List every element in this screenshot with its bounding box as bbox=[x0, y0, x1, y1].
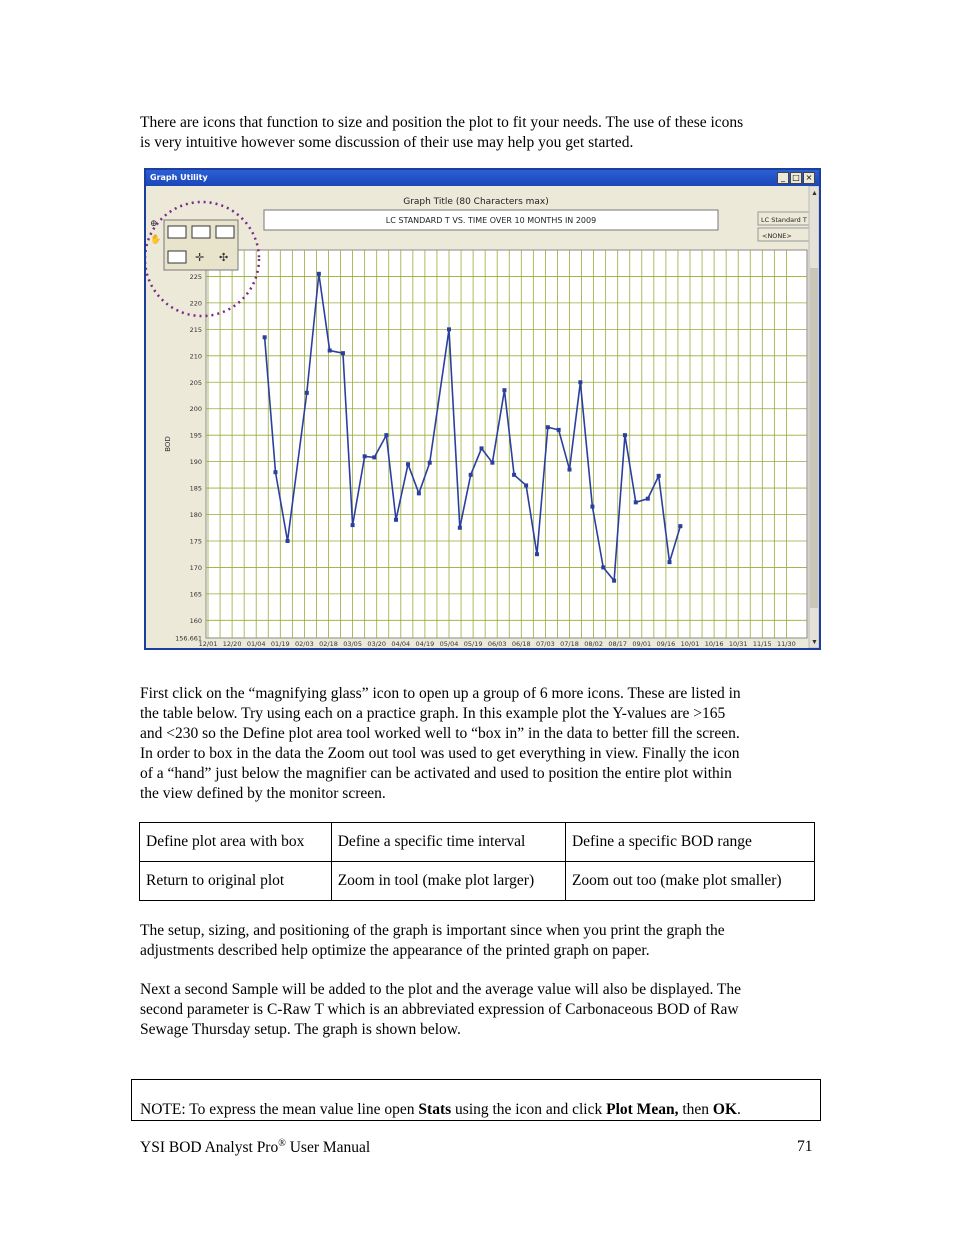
data-point[interactable] bbox=[417, 491, 421, 495]
data-point[interactable] bbox=[480, 446, 484, 450]
x-tick-label: 12/01 bbox=[198, 640, 218, 648]
table-cell: Return to original plot bbox=[140, 862, 332, 901]
intro-line-1: There are icons that function to size and position the plot to fit your needs. The use of these icons bbox=[140, 114, 744, 131]
registered-mark: ® bbox=[278, 1138, 286, 1149]
y-tick-label: 195 bbox=[189, 431, 202, 440]
data-point[interactable] bbox=[612, 579, 616, 583]
bod-chart bbox=[146, 186, 819, 648]
scroll-up-icon[interactable]: ▲ bbox=[811, 189, 818, 197]
page-number: 71 bbox=[797, 1138, 813, 1155]
para1-line-1: First click on the “magnifying glass” icon to open up a group of 6 more icons. These are listed in bbox=[140, 685, 741, 702]
data-point[interactable] bbox=[634, 500, 638, 504]
data-point[interactable] bbox=[363, 454, 367, 458]
icon-function-table bbox=[139, 822, 815, 901]
x-tick-label: 11/15 bbox=[752, 640, 772, 648]
y-tick-label: 190 bbox=[189, 458, 202, 467]
data-point[interactable] bbox=[447, 327, 451, 331]
data-point[interactable] bbox=[546, 425, 550, 429]
window-titlebar bbox=[146, 170, 819, 186]
table-cell: Zoom out too (make plot smaller) bbox=[565, 862, 814, 901]
table-cell: Define plot area with box bbox=[140, 823, 332, 862]
x-tick-label: 01/04 bbox=[246, 640, 266, 648]
para1-line-4: In order to box in the data the Zoom out tool was used to get everything in view. Finally the icon bbox=[140, 745, 740, 762]
data-point[interactable] bbox=[428, 461, 432, 465]
data-point[interactable] bbox=[394, 518, 398, 522]
data-point[interactable] bbox=[678, 524, 682, 528]
plot-area[interactable] bbox=[206, 250, 807, 638]
graph-utility-window bbox=[144, 168, 821, 650]
intro-line-2: is very intuitive however some discussion of their use may help you get started. bbox=[140, 134, 634, 151]
data-point[interactable] bbox=[286, 539, 290, 543]
y-tick-label: 215 bbox=[189, 325, 202, 334]
close-button[interactable]: × bbox=[803, 172, 815, 184]
y-min-label: 156.661 bbox=[175, 634, 202, 643]
y-tick-label: 165 bbox=[189, 590, 202, 599]
scroll-down-icon[interactable]: ▼ bbox=[811, 638, 818, 646]
paragraph-second-sample bbox=[140, 980, 820, 1040]
data-point[interactable] bbox=[578, 380, 582, 384]
para1-line-2: the table below. Try using each on a practice graph. In this example plot the Y-values are >165 bbox=[140, 705, 726, 722]
data-point[interactable] bbox=[469, 473, 473, 477]
data-point[interactable] bbox=[668, 560, 672, 564]
footer-title: YSI BOD Analyst Pro bbox=[140, 1139, 279, 1157]
data-point[interactable] bbox=[557, 428, 561, 432]
data-point[interactable] bbox=[317, 272, 321, 276]
x-tick-label: 05/19 bbox=[463, 640, 483, 648]
minimize-button[interactable]: _ bbox=[777, 172, 789, 184]
note-end: . bbox=[737, 1101, 741, 1118]
data-point[interactable] bbox=[406, 462, 410, 466]
magnifier-icon[interactable]: ⊕ bbox=[150, 218, 158, 228]
x-tick-label: 03/05 bbox=[343, 640, 362, 648]
x-tick-label: 10/01 bbox=[680, 640, 700, 648]
data-point[interactable] bbox=[524, 483, 528, 487]
bod-range-icon[interactable] bbox=[216, 226, 234, 238]
plot-frame bbox=[146, 186, 819, 648]
para1-line-6: the view defined by the monitor screen. bbox=[140, 785, 386, 802]
paragraph-icons-intro bbox=[140, 684, 820, 804]
x-tick-label: 01/19 bbox=[270, 640, 290, 648]
y-tick-label: 160 bbox=[189, 616, 202, 625]
data-point[interactable] bbox=[568, 468, 572, 472]
x-tick-label: 07/18 bbox=[560, 640, 579, 648]
para2-line-1: The setup, sizing, and positioning of the graph is important since when you print the graph the bbox=[140, 922, 725, 939]
data-point[interactable] bbox=[490, 461, 494, 465]
legend-item-2: <NONE> bbox=[762, 232, 792, 240]
data-point[interactable] bbox=[372, 455, 376, 459]
footer-suffix: User Manual bbox=[285, 1139, 371, 1157]
para1-line-3: and <230 so the Define plot area tool worked well to “box in” in the data to better fill the screen. bbox=[140, 725, 740, 742]
x-tick-label: 06/18 bbox=[511, 640, 531, 648]
graph-title-label: Graph Title (80 Characters max) bbox=[403, 197, 549, 207]
legend-item-1: LC Standard T bbox=[761, 216, 807, 224]
x-tick-label: 10/16 bbox=[704, 640, 724, 648]
data-point[interactable] bbox=[341, 351, 345, 355]
define-plot-area-icon[interactable] bbox=[168, 226, 186, 238]
x-tick-label: 03/20 bbox=[367, 640, 387, 648]
x-tick-label: 07/03 bbox=[536, 640, 555, 648]
note-middle: using the icon and click bbox=[451, 1101, 607, 1118]
x-tick-label: 04/19 bbox=[415, 640, 435, 648]
para3-line-2: second parameter is C-Raw T which is an abbreviated expression of Carbonaceous BOD of Raw bbox=[140, 1001, 739, 1018]
note-prefix: NOTE: To express the mean value line open bbox=[140, 1101, 419, 1118]
y-tick-label: 185 bbox=[189, 484, 202, 493]
x-tick-label: 09/01 bbox=[632, 640, 652, 648]
table-cell: Define a specific time interval bbox=[331, 823, 565, 862]
data-point[interactable] bbox=[502, 388, 506, 392]
y-tick-label: 175 bbox=[189, 537, 202, 546]
y-tick-label: 220 bbox=[189, 299, 202, 308]
table-cell: Zoom in tool (make plot larger) bbox=[331, 862, 565, 901]
data-point[interactable] bbox=[263, 335, 267, 339]
data-point[interactable] bbox=[535, 552, 539, 556]
footer-manual-name bbox=[140, 1138, 370, 1157]
x-tick-label: 11/30 bbox=[777, 640, 796, 648]
graph-title-value: LC STANDARD T VS. TIME OVER 10 MONTHS IN 2009 bbox=[385, 216, 597, 225]
data-point[interactable] bbox=[351, 523, 355, 527]
time-interval-icon[interactable] bbox=[192, 226, 210, 238]
y-tick-label: 170 bbox=[189, 563, 202, 572]
data-point[interactable] bbox=[623, 433, 627, 437]
data-point[interactable] bbox=[601, 565, 605, 569]
hand-icon[interactable]: ✋ bbox=[150, 234, 162, 244]
x-tick-label: 05/04 bbox=[439, 640, 459, 648]
x-tick-label: 09/16 bbox=[656, 640, 676, 648]
y-tick-label: 180 bbox=[189, 511, 202, 520]
maximize-button[interactable]: □ bbox=[790, 172, 802, 184]
note-text bbox=[140, 1100, 741, 1120]
data-point[interactable] bbox=[273, 470, 277, 474]
y-tick-label: 210 bbox=[189, 352, 202, 361]
y-axis-label: BOD bbox=[164, 436, 172, 452]
data-point[interactable] bbox=[305, 391, 309, 395]
note-stats: Stats bbox=[418, 1101, 452, 1118]
note-plot-mean: Plot Mean, bbox=[606, 1101, 679, 1118]
data-point[interactable] bbox=[512, 473, 516, 477]
data-point[interactable] bbox=[384, 433, 388, 437]
x-tick-label: 06/03 bbox=[487, 640, 507, 648]
x-tick-label: 10/31 bbox=[728, 640, 748, 648]
data-point[interactable] bbox=[646, 497, 650, 501]
data-point[interactable] bbox=[590, 505, 594, 509]
x-tick-label: 02/03 bbox=[295, 640, 314, 648]
zoom-in-icon[interactable]: ✛ bbox=[195, 252, 205, 264]
y-tick-label: 225 bbox=[189, 272, 202, 281]
x-tick-label: 04/04 bbox=[391, 640, 411, 648]
note-then: then bbox=[678, 1101, 713, 1118]
table-row bbox=[140, 862, 815, 901]
zoom-out-icon[interactable]: ✣ bbox=[219, 252, 229, 264]
note-ok: OK bbox=[712, 1101, 738, 1118]
x-tick-label: 02/18 bbox=[319, 640, 338, 648]
para1-line-5: of a “hand” just below the magnifier can be activated and used to position the entire plot within bbox=[140, 765, 732, 782]
y-tick-label: 205 bbox=[189, 378, 202, 387]
x-tick-label: 12/20 bbox=[222, 640, 242, 648]
para3-line-1: Next a second Sample will be added to the plot and the average value will also be displayed. The bbox=[140, 981, 742, 998]
x-tick-label: 08/02 bbox=[584, 640, 603, 648]
para2-line-2: adjustments described help optimize the appearance of the printed graph on paper. bbox=[140, 942, 650, 959]
para3-line-3: Sewage Thursday setup. The graph is shown below. bbox=[140, 1021, 461, 1038]
data-point[interactable] bbox=[328, 349, 332, 353]
x-tick-label: 08/17 bbox=[608, 640, 628, 648]
intro-paragraph bbox=[140, 113, 820, 153]
paragraph-setup bbox=[140, 921, 820, 961]
table-cell: Define a specific BOD range bbox=[565, 823, 814, 862]
window-title: Graph Utility bbox=[150, 173, 208, 182]
y-tick-label: 200 bbox=[189, 405, 202, 414]
return-original-icon[interactable] bbox=[168, 251, 186, 263]
data-point[interactable] bbox=[458, 526, 462, 530]
data-point[interactable] bbox=[657, 474, 661, 478]
table-row bbox=[140, 823, 815, 862]
scrollbar-thumb[interactable] bbox=[810, 268, 818, 608]
